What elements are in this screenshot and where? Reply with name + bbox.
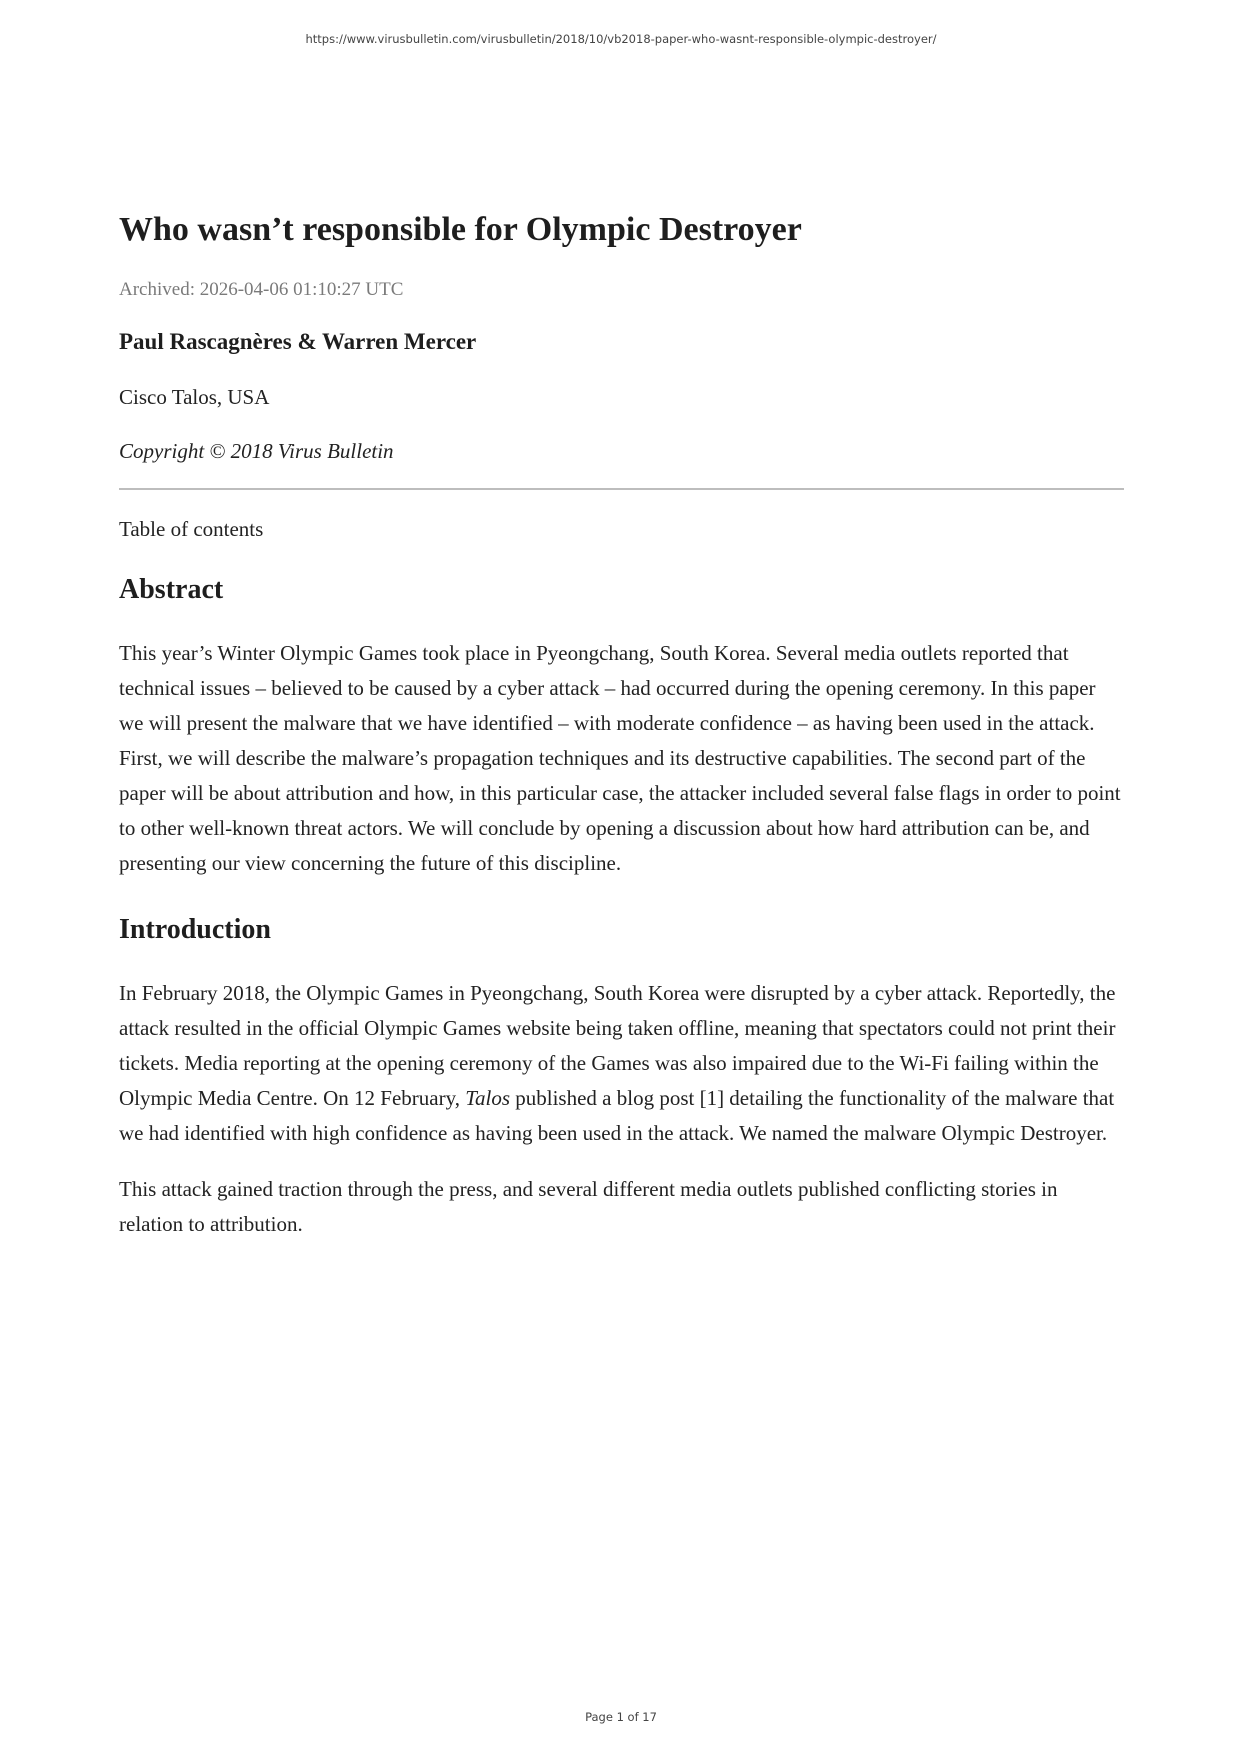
article-authors: Paul Rascagnères & Warren Mercer: [119, 328, 477, 354]
page-number-footer: Page 1 of 17: [585, 1710, 657, 1724]
header-divider: [119, 488, 1124, 490]
copyright-notice: Copyright © 2018 Virus Bulletin: [119, 438, 394, 463]
intro-text-part-1: In February 2018, the Olympic Games in Pyeongchang, South Korea were disrupted by a cyber attack. Reportedly, the attack resulted in the official Olympic Games website being taken offline, meaning that spectators could not print their tickets. Media reporting at the opening ceremony of the Games was also impaired due to the Wi-Fi failing within the Olympic Media Centre. On 12 February,: [119, 980, 1116, 1110]
author-affiliation: Cisco Talos, USA: [119, 384, 270, 409]
talos-italic: Talos: [465, 1085, 510, 1110]
article-title: Who wasn’t responsible for Olympic Destroyer: [119, 211, 802, 248]
intro-text-part-2: published a blog post [1] detailing the functionality of the malware that we had identified with high confidence as having been used in the attack. We named the malware Olympic Destroyer.: [119, 1085, 1115, 1145]
page-url-header: https://www.virusbulletin.com/virusbulletin/2018/10/vb2018-paper-who-wasnt-responsible-olympic-destroyer/: [305, 32, 937, 46]
abstract-paragraph: This year’s Winter Olympic Games took place in Pyeongchang, South Korea. Several media outlets reported that technical issues – believed to be caused by a cyber attack – had occurred during the opening ceremony. In this paper we will present the malware that we have identified – with moderate confidence – as having been used in the attack. First, we will describe the malware’s propagation techniques and its destructive capabilities. The second part of the paper will be about attribution and how, in this particular case, the attacker included several false flags in order to point to other well-known threat actors. We will conclude by opening a discussion about how hard attribution can be, and presenting our view concerning the future of this discipline.: [119, 641, 1121, 876]
archived-timestamp: Archived: 2026-04-06 01:10:27 UTC: [119, 278, 404, 300]
abstract-heading: Abstract: [119, 573, 224, 605]
introduction-heading: Introduction: [119, 914, 271, 946]
introduction-paragraph-1: [119, 976, 1124, 1151]
introduction-paragraph-2: This attack gained traction through the press, and several different media outlets published conflicting stories in relation to attribution.: [119, 1176, 1058, 1236]
article-content: [119, 210, 1124, 1242]
table-of-contents-label[interactable]: Table of contents: [119, 516, 264, 541]
